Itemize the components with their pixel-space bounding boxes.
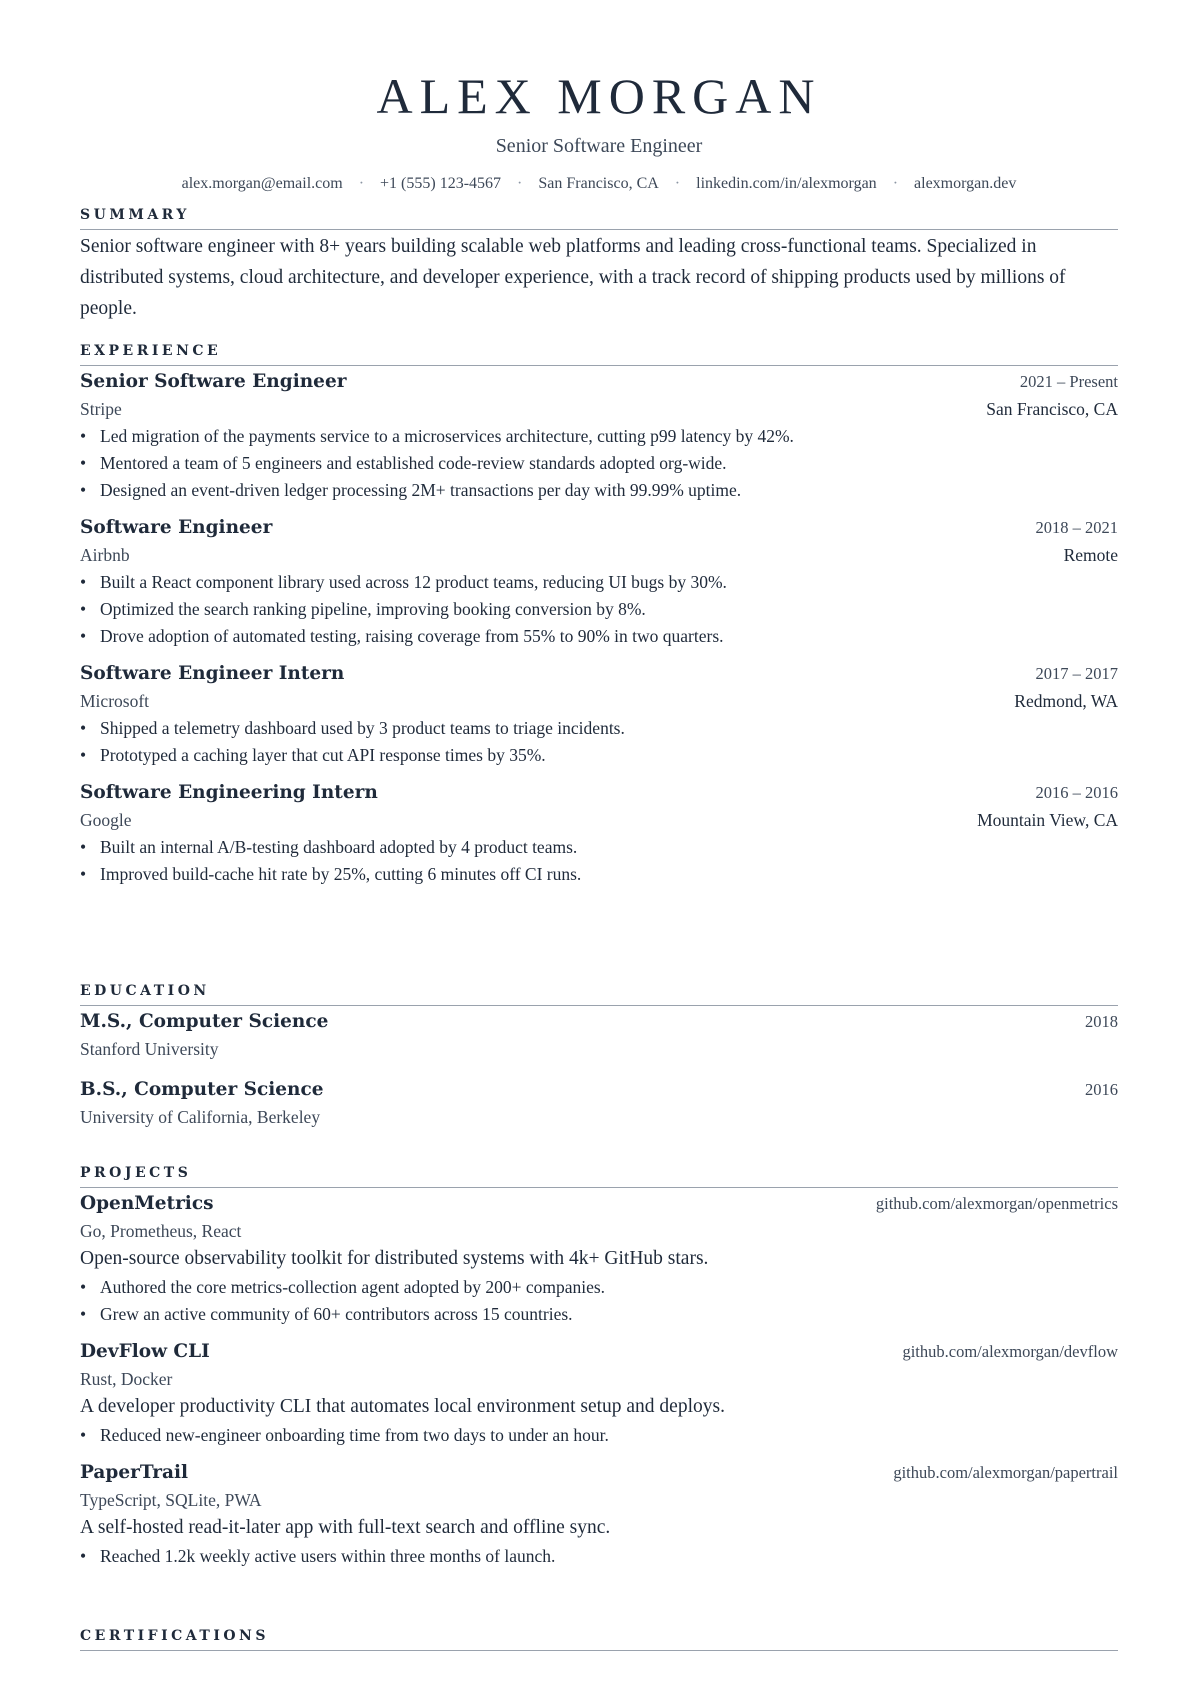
resume-page <box>80 0 1118 1644</box>
certifications-section <box>80 1627 1118 1651</box>
job-dates: 2018 – 2021 <box>1035 518 1118 537</box>
project-bullets <box>80 1274 1118 1328</box>
contact-separator: · <box>674 175 681 192</box>
job-company: Stripe <box>80 399 122 419</box>
project-stack: TypeScript, SQLite, PWA <box>80 1490 262 1510</box>
project-stack: Go, Prometheus, React <box>80 1221 242 1241</box>
project-description: A self-hosted read-it-later app with full-text search and offline sync. <box>80 1517 611 1538</box>
contact-linkedin[interactable]: linkedin.com/in/alexmorgan <box>696 175 877 192</box>
job-location: Redmond, WA <box>1014 691 1118 711</box>
project-name: DevFlow CLI <box>80 1341 210 1362</box>
project-link[interactable]: github.com/alexmorgan/devflow <box>902 1342 1118 1361</box>
resume-header <box>80 0 1118 194</box>
experience-entry <box>80 660 1118 769</box>
bullet-item: • Optimized the search ranking pipeline, improving booking conversion by 8%. <box>80 596 1118 623</box>
section-heading: EXPERIENCE <box>80 342 1118 366</box>
job-role: Software Engineering Intern <box>80 782 378 803</box>
project-bullets <box>80 1543 1118 1570</box>
contact-line <box>80 174 1118 194</box>
job-role: Software Engineer <box>80 517 273 538</box>
project-bullets <box>80 1422 1118 1449</box>
project-link[interactable]: github.com/alexmorgan/papertrail <box>893 1463 1118 1482</box>
project-link[interactable]: github.com/alexmorgan/openmetrics <box>875 1194 1118 1213</box>
project-name: PaperTrail <box>80 1462 189 1483</box>
bullet-item: • Reduced new-engineer onboarding time from two days to under an hour. <box>80 1422 1118 1449</box>
projects-section <box>80 1164 1118 1570</box>
contact-phone: +1 (555) 123-4567 <box>380 175 502 192</box>
summary-text: Senior software engineer with 8+ years building scalable web platforms and leading cross-functional teams. Specialized in distributed systems, cloud architecture, and developer experience, with a track record of shipping products used by millions of people. <box>80 236 1066 319</box>
candidate-name: ALEX MORGAN <box>376 68 822 124</box>
bullet-item: • Grew an active community of 60+ contributors across 15 countries. <box>80 1301 1118 1328</box>
job-company: Airbnb <box>80 545 130 565</box>
bullet-item: • Shipped a telemetry dashboard used by 3 product teams to triage incidents. <box>80 715 1118 742</box>
contact-separator: · <box>517 175 523 192</box>
project-entry <box>80 1338 1118 1449</box>
contact-email[interactable]: alex.morgan@email.com <box>181 175 343 192</box>
bullet-item: • Built a React component library used across 12 product teams, reducing UI bugs by 30%. <box>80 569 1118 596</box>
bullet-item: • Improved build-cache hit rate by 25%, cutting 6 minutes off CI runs. <box>80 861 1118 888</box>
graduation-year: 2016 <box>1085 1080 1118 1099</box>
graduation-year: 2018 <box>1085 1012 1118 1031</box>
school: Stanford University <box>80 1039 219 1059</box>
experience-entry <box>80 779 1118 888</box>
project-stack: Rust, Docker <box>80 1369 173 1389</box>
job-role: Senior Software Engineer <box>80 371 347 392</box>
project-description: A developer productivity CLI that automates local environment setup and deploys. <box>80 1396 725 1417</box>
bullet-item: • Authored the core metrics-collection agent adopted by 200+ companies. <box>80 1274 1118 1301</box>
job-location: San Francisco, CA <box>986 399 1118 419</box>
experience-entry <box>80 514 1118 650</box>
job-bullets <box>80 715 1118 769</box>
bullet-item: • Drove adoption of automated testing, raising coverage from 55% to 90% in two quarters. <box>80 623 1118 650</box>
education-section <box>80 982 1118 1131</box>
job-location: Remote <box>1063 545 1118 565</box>
job-dates: 2021 – Present <box>1019 372 1118 391</box>
education-entry <box>80 1008 1118 1063</box>
job-role: Software Engineer Intern <box>80 663 345 684</box>
job-company: Microsoft <box>80 691 150 711</box>
job-location: Mountain View, CA <box>977 810 1118 830</box>
experience-entry <box>80 368 1118 504</box>
school: University of California, Berkeley <box>80 1107 321 1127</box>
project-entry <box>80 1459 1118 1570</box>
project-name: OpenMetrics <box>80 1193 214 1214</box>
contact-website[interactable]: alexmorgan.dev <box>914 175 1017 192</box>
section-heading: SUMMARY <box>80 206 1118 230</box>
bullet-item: • Led migration of the payments service to a microservices architecture, cutting p99 latency by 42%. <box>80 423 1118 450</box>
contact-location: San Francisco, CA <box>538 175 659 192</box>
bullet-item: • Designed an event-driven ledger processing 2M+ transactions per day with 99.99% uptime. <box>80 477 1118 504</box>
degree: B.S., Computer Science <box>80 1079 324 1100</box>
job-bullets <box>80 834 1118 888</box>
bullet-item: • Built an internal A/B-testing dashboard adopted by 4 product teams. <box>80 834 1118 861</box>
job-company: Google <box>80 810 132 830</box>
degree: M.S., Computer Science <box>80 1011 329 1032</box>
bullet-item: • Prototyped a caching layer that cut API response times by 35%. <box>80 742 1118 769</box>
job-dates: 2016 – 2016 <box>1035 783 1118 802</box>
candidate-title: Senior Software Engineer <box>495 135 703 157</box>
job-bullets <box>80 569 1118 650</box>
bullet-item: • Reached 1.2k weekly active users within three months of launch. <box>80 1543 1118 1570</box>
education-entry <box>80 1076 1118 1131</box>
section-heading: EDUCATION <box>80 982 1118 1006</box>
experience-section <box>80 342 1118 888</box>
contact-separator: · <box>892 175 899 192</box>
section-heading: CERTIFICATIONS <box>80 1627 1118 1651</box>
project-description: Open-source observability toolkit for distributed systems with 4k+ GitHub stars. <box>80 1248 709 1269</box>
project-entry <box>80 1190 1118 1328</box>
contact-separator: · <box>358 175 365 192</box>
job-dates: 2017 – 2017 <box>1035 664 1118 683</box>
bullet-item: • Mentored a team of 5 engineers and established code-review standards adopted org-wide. <box>80 450 1118 477</box>
summary-section <box>80 206 1118 324</box>
section-heading: PROJECTS <box>80 1164 1118 1188</box>
job-bullets <box>80 423 1118 504</box>
